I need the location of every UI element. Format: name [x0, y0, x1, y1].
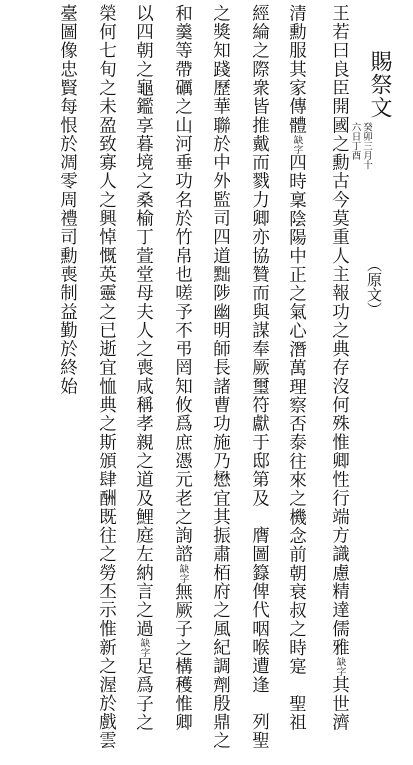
text-column-3 [250, 4, 268, 764]
lacuna-mark: 缺字 [177, 563, 189, 583]
text-segment: 四時稟陰陽中正之氣心潛萬理察否泰往來之機念前朝衰叔之時寔 聖祖 [286, 153, 307, 732]
text-column-6 [134, 4, 152, 764]
text-segment: 清勳服其家傳體 [286, 4, 307, 135]
source-note: （原文） [365, 257, 383, 317]
text-column-1 [330, 4, 348, 764]
text-segment: 之獎知踐歷華聯於中外監司四道黜陟幽明師長諸曹功施乃懋宜其振肅栢府之風紀調劑殷鼎之 [210, 4, 231, 750]
date-note-line-1: 癸卯三月十 [361, 122, 372, 170]
text-segment: 和羹等帶礪之山河垂功名於竹帛也嗟予不弔罔知攸爲庶憑元老之詢諮 [172, 4, 193, 564]
text-segment: 以四朝之龜鑑享暮境之桑榆丁萱堂母夫人之喪咸稱孝親之道及鯉庭左納言之過 [133, 4, 154, 639]
text-column-5 [173, 4, 191, 764]
text-segment: 臺圖像忠賢每恨於凋零周禮司勳喪制益勤於終始 [57, 4, 78, 396]
text-column-4 [211, 4, 229, 764]
lacuna-mark: 缺字 [291, 134, 303, 154]
lacuna-mark: 缺字 [138, 638, 150, 658]
text-segment: 經綸之際衆皆推戴而戮力卿亦協贊而與謀奉厥璽符獻于邸第及 膺圖籙俾代咽喉遭逢 列聖 [249, 4, 270, 750]
date-note-line-2: 六日丁酉 [349, 122, 361, 160]
text-segment: 王若曰良臣開國之勳古今莫重人主報功之典存沒何殊惟卿性行端方識慮精達儒雅 [329, 4, 350, 657]
text-segment: 無厥子之構穫惟卿 [172, 582, 193, 732]
lacuna-mark: 缺字 [334, 656, 346, 676]
date-note [350, 122, 371, 170]
document-title: 賜祭文 [367, 50, 392, 119]
text-column-7 [97, 4, 115, 764]
text-column-2 [287, 4, 305, 764]
text-segment: 足爲子之 [133, 657, 154, 732]
text-segment: 榮何七旬之未盈致寡人之興悼慨英靈之已逝宜恤典之斯頒肆酬既往之勞丕示惟新之渥於戲雲 [96, 4, 117, 750]
text-column-8 [58, 4, 76, 764]
text-segment: 其世濟 [329, 675, 350, 732]
